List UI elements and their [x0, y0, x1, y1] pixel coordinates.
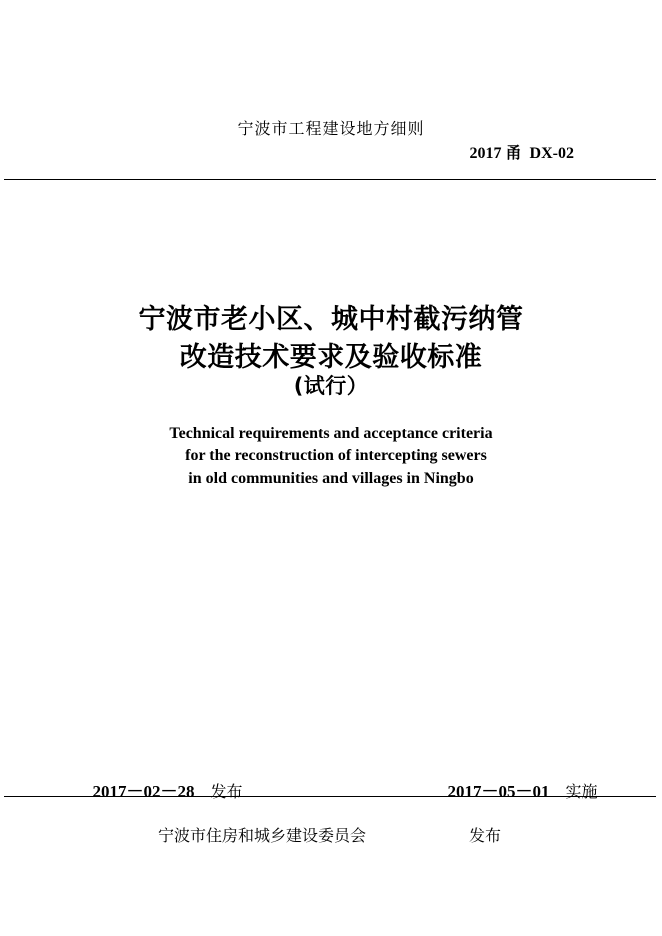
- issuing-authority: 宁波市住房和城乡建设委员会: [158, 826, 367, 845]
- english-title-line-1: Technical requirements and acceptance criteria: [169, 425, 493, 442]
- english-title-line-2: for the reconstruction of intercepting sewers: [185, 447, 487, 464]
- implementation-label: 实施: [565, 782, 598, 801]
- document-code: 2017 甬 DX-02: [469, 145, 574, 162]
- document-series: 宁波市工程建设地方细则: [237, 119, 425, 138]
- issue-date: 2017－02－28: [92, 782, 195, 801]
- title-line-2: 改造技术要求及验收标准: [179, 342, 483, 373]
- title-trial-note: (试行）: [293, 374, 369, 398]
- issue-label: 发布: [210, 782, 243, 801]
- title-line-1: 宁波市老小区、城中村截污纳管: [138, 304, 524, 335]
- issuing-action: 发布: [469, 826, 502, 845]
- implementation-date: 2017－05－01: [447, 782, 550, 801]
- english-title-line-3: in old communities and villages in Ningbo: [188, 470, 474, 487]
- bottom-divider: [4, 796, 656, 797]
- top-divider: [4, 179, 656, 180]
